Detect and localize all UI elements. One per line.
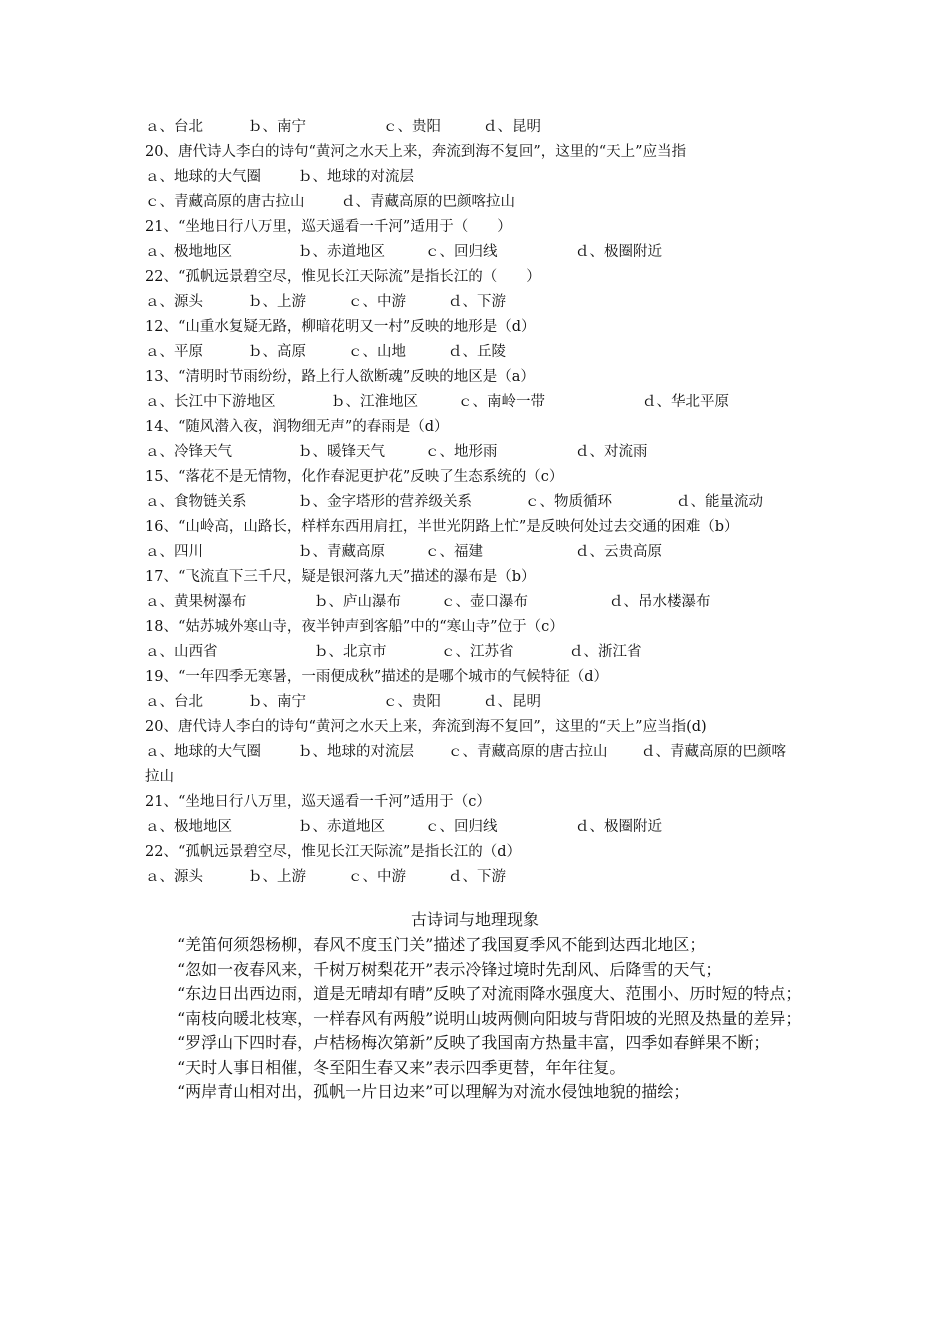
question-stem-text: 拉山 (145, 769, 174, 785)
question-stem (0, 140, 950, 165)
answer-option: ｂ、庐山瀑布 (314, 594, 401, 610)
question-stem-text: 19、“一年四季无寒暑，一雨便成秋”描述的是哪个城市的气候特征（d） (145, 669, 609, 685)
answer-option: ａ、冷锋天气 (145, 444, 232, 460)
answer-option: ｂ、暖锋天气 (298, 444, 385, 460)
answer-option: ｂ、赤道地区 (298, 244, 385, 260)
poem-paragraph: “罗浮山下四时春，卢桔杨梅次第新”反映了我国南方热量丰富，四季如春鲜果不断； (177, 1033, 770, 1052)
answer-option: ｄ、青藏高原的巴颜喀拉山 (341, 194, 515, 210)
question-stem-text: 22、“孤帆远景碧空尽，惟见长江天际流”是指长江的（ ） (145, 269, 541, 285)
answer-option: ａ、地球的大气圈 (145, 744, 261, 760)
question-stem-text: 17、“飞流直下三千尺，疑是银河落九天”描述的瀑布是（b） (145, 569, 536, 585)
question-stem (0, 265, 950, 290)
question-stem-text: 20、唐代诗人李白的诗句“黄河之水天上来，奔流到海不复回”，这里的“天上”应当指 (145, 144, 687, 160)
answer-option: ｂ、上游 (248, 869, 306, 885)
question-stem-text: 22、“孤帆远景碧空尽，惟见长江天际流”是指长江的（d） (145, 844, 522, 860)
answer-option: ｄ、极圈附近 (575, 244, 662, 260)
answer-option: ａ、极地地区 (145, 819, 232, 835)
answer-option: ａ、长江中下游地区 (145, 394, 276, 410)
question-options (0, 815, 950, 840)
answer-option: ａ、极地地区 (145, 244, 232, 260)
answer-option: ｂ、金字塔形的营养级关系 (298, 494, 472, 510)
question-stem (0, 315, 950, 340)
question-options (0, 165, 950, 190)
poem-paragraph: “东边日出西边雨，道是无晴却有晴”反映了对流雨降水强度大、范围小、历时短的特点； (177, 984, 802, 1003)
answer-option: ｄ、华北平原 (642, 394, 729, 410)
answer-option: ｄ、极圈附近 (575, 819, 662, 835)
answer-option: ｃ、物质循环 (525, 494, 612, 510)
question-stem-text: 21、“坐地日行八万里，巡天遥看一千河”适用于（ ） (145, 219, 512, 235)
answer-option: ａ、黄果树瀑布 (145, 594, 247, 610)
question-stem-text: 12、“山重水复疑无路，柳暗花明又一村”反映的地形是（d） (145, 319, 536, 335)
question-options (0, 740, 950, 765)
poem-paragraph: “南枝向暖北枝寒，一样春风有两般”说明山坡两侧向阳坡与背阳坡的光照及热量的差异； (177, 1008, 802, 1028)
question-stem (0, 790, 950, 815)
answer-option: ｃ、南岭一带 (458, 394, 545, 410)
poem-paragraph: “天时人事日相催，冬至阳生春又来”表示四季更替，年年往复。 (177, 1057, 626, 1077)
section-title: 古诗词与地理现象 (410, 910, 539, 929)
answer-option: ｃ、回归线 (425, 819, 498, 835)
question-options (0, 690, 950, 715)
question-stem (0, 415, 950, 440)
question-stem-text: 13、“清明时节雨纷纷，路上行人欲断魂”反映的地区是（a） (145, 369, 535, 385)
question-stem-text: 16、“山岭高，山路长，样样东西用肩扛，半世光阴路上忙”是反映何处过去交通的困难（b） (145, 519, 739, 535)
question-stem-text: 18、“姑苏城外寒山寺，夜半钟声到客船”中的“寒山寺”位于（c） (145, 619, 564, 635)
question-options (0, 490, 950, 515)
poem-paragraph: “两岸青山相对出，孤帆一片日边来”可以理解为对流水侵蚀地貌的描绘； (177, 1082, 690, 1101)
answer-option: ｄ、下游 (448, 294, 506, 310)
question-stem-text: 14、“随风潜入夜，润物细无声”的春雨是（d） (145, 419, 449, 435)
answer-option: ｃ、中游 (348, 869, 406, 885)
poem-paragraphs (145, 933, 811, 1105)
question-stem (0, 665, 950, 690)
answer-option: ｂ、赤道地区 (298, 819, 385, 835)
answer-option: ｃ、山地 (348, 344, 406, 360)
answer-option: ｃ、中游 (348, 294, 406, 310)
question-options (0, 390, 950, 415)
answer-option: ａ、食物链关系 (145, 494, 247, 510)
question-options (0, 640, 950, 665)
question-options (0, 190, 950, 215)
answer-option: ｄ、吊水楼瀑布 (609, 594, 711, 610)
answer-option: ｄ、昆明 (483, 119, 541, 135)
question-stem-text: 21、“坐地日行八万里，巡天遥看一千河”适用于（c） (145, 794, 491, 810)
question-stem (0, 365, 950, 390)
answer-option: ｂ、江淮地区 (331, 394, 418, 410)
question-stem (0, 765, 950, 790)
answer-option: ａ、地球的大气圈 (145, 169, 261, 185)
answer-option: ａ、源头 (145, 294, 203, 310)
question-options (0, 115, 950, 140)
question-stem (0, 215, 950, 240)
answer-option: ｃ、贵阳 (383, 119, 441, 135)
answer-option: ｂ、青藏高原 (298, 544, 385, 560)
answer-option: ｂ、高原 (248, 344, 306, 360)
answer-option: ｃ、青藏高原的唐古拉山 (145, 194, 305, 210)
poem-paragraph: “羌笛何须怨杨柳，春风不度玉门关”描述了我国夏季风不能到达西北地区； (177, 935, 706, 954)
answer-option: ｃ、壶口瀑布 (441, 594, 528, 610)
answer-option: ｄ、下游 (448, 869, 506, 885)
question-stem-text: 15、“落花不是无情物，化作春泥更护花”反映了生态系统的（c） (145, 469, 564, 485)
answer-option: ｃ、福建 (425, 544, 483, 560)
question-stem (0, 515, 950, 540)
answer-option: ｃ、贵阳 (383, 694, 441, 710)
question-options (0, 240, 950, 265)
question-options (0, 340, 950, 365)
question-stem-text: 20、唐代诗人李白的诗句“黄河之水天上来，奔流到海不复回”，这里的“天上”应当指(d) (145, 719, 707, 735)
answer-option: ａ、源头 (145, 869, 203, 885)
question-options (0, 440, 950, 465)
answer-option: ａ、台北 (145, 119, 203, 135)
question-options (0, 590, 950, 615)
answer-option: ｃ、青藏高原的唐古拉山 (448, 744, 608, 760)
answer-option: ｃ、江苏省 (441, 644, 514, 660)
question-stem (0, 615, 950, 640)
answer-option: ａ、山西省 (145, 644, 218, 660)
answer-option: ｄ、对流雨 (575, 444, 648, 460)
answer-option: ｂ、北京市 (314, 644, 387, 660)
answer-option: ｂ、地球的对流层 (298, 744, 414, 760)
poem-paragraph: “忽如一夜春风来，千树万树梨花开”表示冷锋过境时先刮风、后降雪的天气； (177, 959, 722, 979)
answer-option: ｃ、回归线 (425, 244, 498, 260)
question-stem (0, 565, 950, 590)
answer-option: ｄ、能量流动 (676, 494, 763, 510)
answer-option: ａ、台北 (145, 694, 203, 710)
answer-option: ｄ、浙江省 (569, 644, 642, 660)
answer-option: ｂ、南宁 (248, 119, 306, 135)
answer-option: ｂ、上游 (248, 294, 306, 310)
answer-option: ｂ、地球的对流层 (298, 169, 414, 185)
question-stem (0, 465, 950, 490)
answer-option: ｄ、丘陵 (448, 344, 506, 360)
answer-option: ａ、平原 (145, 344, 203, 360)
answer-option: ｃ、地形雨 (425, 444, 498, 460)
question-options (0, 290, 950, 315)
question-stem (0, 840, 950, 865)
answer-option: ａ、四川 (145, 544, 203, 560)
answer-option: ｄ、青藏高原的巴颜喀 (641, 744, 786, 760)
answer-option: ｄ、云贵高原 (575, 544, 662, 560)
answer-option: ｂ、南宁 (248, 694, 306, 710)
answer-option: ｄ、昆明 (483, 694, 541, 710)
question-options (0, 540, 950, 565)
question-options (0, 865, 950, 890)
question-stem (0, 715, 950, 740)
